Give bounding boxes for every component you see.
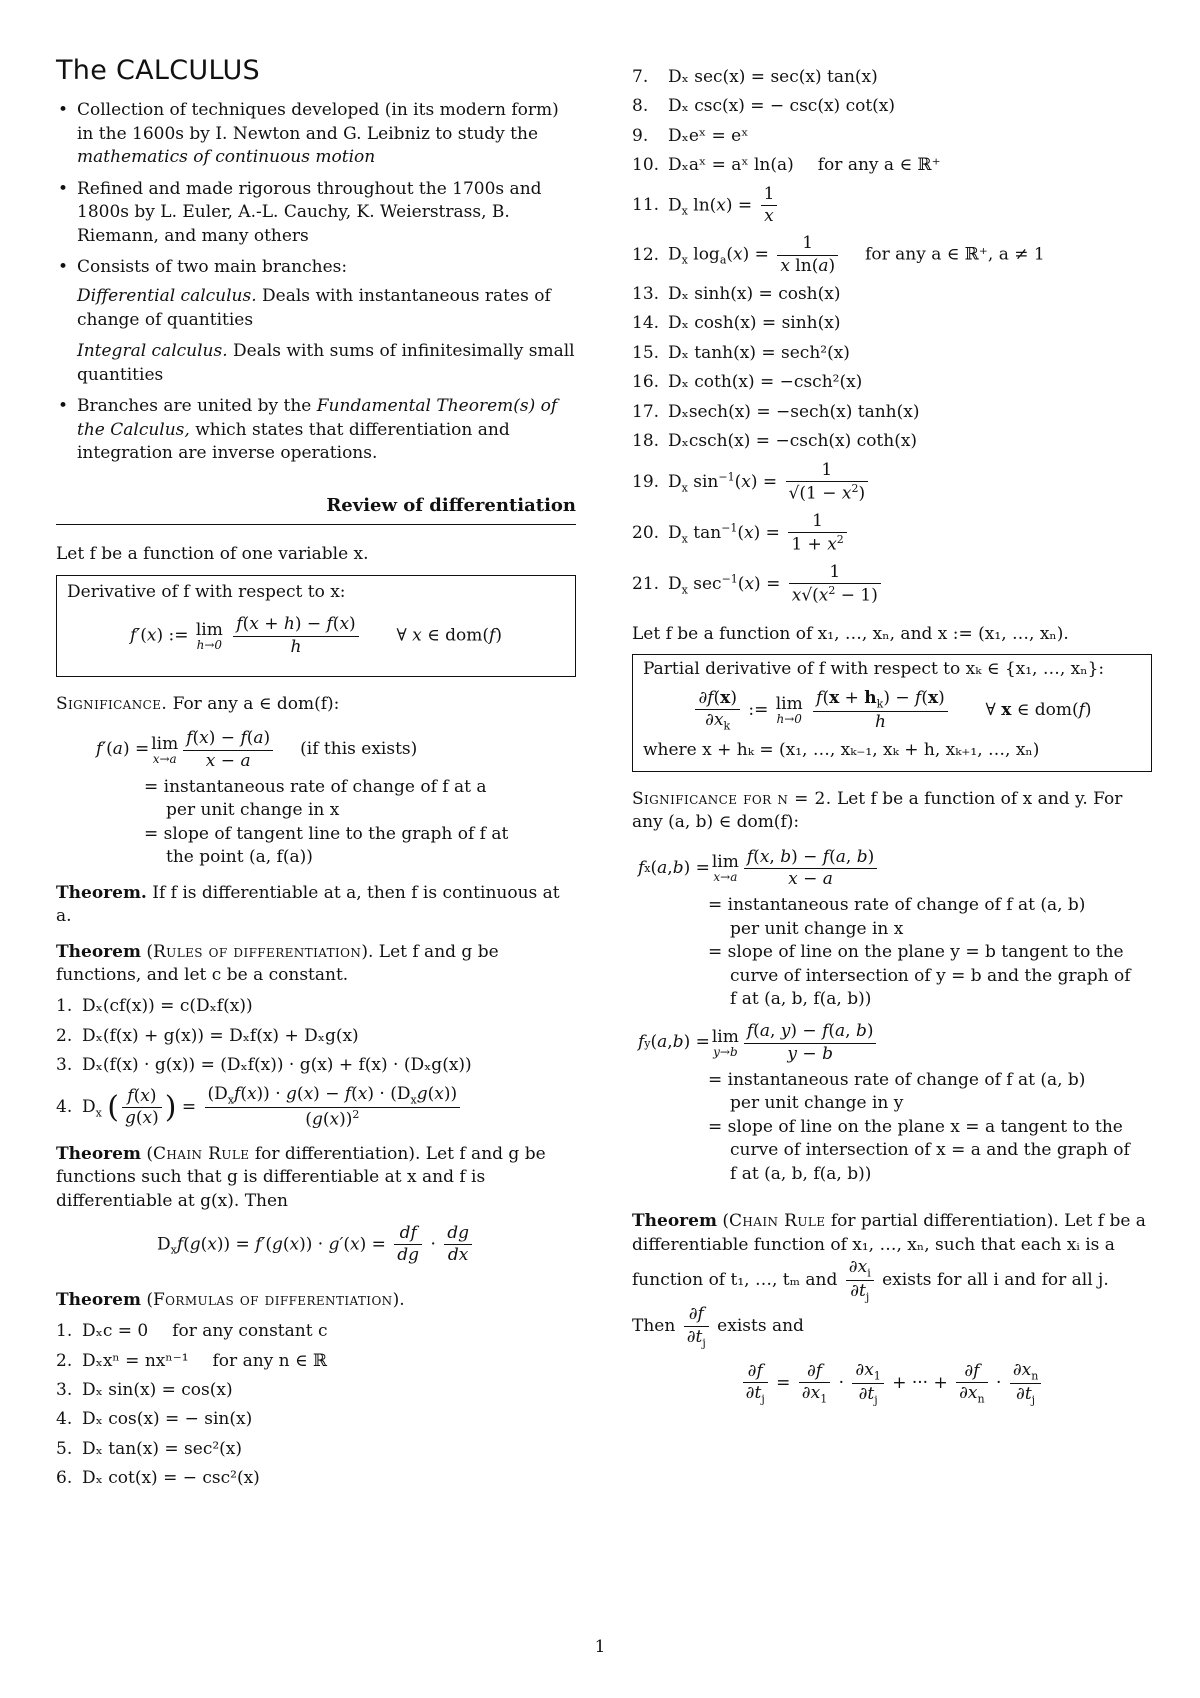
chain-rule-formula: $D_xf(g(x)) = f'(g(x)) \cdot g'(x)$ = $\frac{df}{dg}$ · $\frac{dg}{dx}$: [56, 1223, 576, 1267]
rule-item: 3. Dₓ(f(x) · g(x)) = (Dₓf(x)) · g(x) + f(x) · (Dₓg(x)): [56, 1055, 472, 1076]
partial-formula: $\frac{\partial f(x)}{\partial x_k}$ := lim h→0 $\frac{f(x + h_k) - f(x)}{h}$ ∀ x ∈ dom(f): [643, 688, 1141, 733]
derivative-formula: f′(x) := lim h→0 $\frac{f(x + h) - f(x)}{h}$ ∀ x ∈ dom(f): [130, 614, 502, 657]
right-column: [632, 60, 1152, 1417]
theorem-chain-partial: Theorem (Chain Rule for partial differentiation). Let f be a differentiable function of x₁, …, xₙ, such that each xᵢ is a function of t₁, …, tₘ and $\frac{\partial x_i}{\partial t_j}$ exists for all i and for all j. Then $\frac{\partial f}{\partial t_j}$ exists and: [632, 1211, 1146, 1350]
formula-item: 4. Dₓ cos(x) = − sin(x): [56, 1409, 253, 1430]
intro-bullet-4: • Branches are united by the Fundamental Theorem(s) of the Calculus, which states that differentiation and integration are inverse operations.: [56, 395, 576, 465]
intro-bullet-3: • Consists of two main branches: Differential calculus. Deals with instantaneous rates of change of quantities Integral calculus. Deals with sums of infinitesimally small quantities: [56, 256, 576, 387]
rules-list: [56, 995, 576, 1130]
significance-lines: = instantaneous rate of change of f at a per unit change in x = slope of tangent line to the graph of f at the point (a, f(a)): [144, 776, 509, 868]
partial-where: where x + hₖ = (x₁, …, xₖ₋₁, xₖ + h, xₖ₊₁, …, xₙ): [643, 740, 1040, 761]
fy-formula: f y ( a , b ) = lim y→b $\frac{f(a, y) - f(a, b)}{y - b}$: [638, 1021, 1152, 1065]
partial-definition-box: [632, 654, 1152, 771]
formula-item: 12. $D_x$ $\log_a(x)$ = $\frac{1}{\text{x ln(a)}}$ for any a ∈ ℝ⁺, a ≠ 1: [632, 233, 1045, 276]
formula-item: 18. Dₓcsch(x) = −csch(x) coth(x): [632, 431, 918, 452]
int-calc-para: Integral calculus. Deals with sums of infinitesimally small quantities: [77, 341, 575, 385]
theorem-continuity: Theorem. If f is differentiable at a, then f is continuous at a.: [56, 882, 560, 927]
fx-formula: f x ( a , b ) = lim x→a $\frac{f(x, b) - f(a, b)}{x - a}$: [638, 847, 1152, 891]
formula-item: 14. Dₓ cosh(x) = sinh(x): [632, 313, 841, 334]
formula-item: 20. $D_x$ $\tan^{-1}(x)$ = $\frac{1}{1 + x^2}$: [632, 511, 1152, 556]
theorem-rules: Theorem (Rules of differentiation). Let f and g be functions, and let c be a constant.: [56, 941, 499, 985]
formula-item: 10. Dₓaˣ = aˣ ln(a) for any a ∈ ℝ⁺: [632, 155, 941, 176]
section-heading-review: Review of differentiation: [56, 494, 576, 526]
fx-block: [638, 847, 1152, 1012]
rule-item: 1. Dₓ(cf(x)) = c(Dₓf(x)): [56, 996, 253, 1017]
formula-item: 2. Dₓxⁿ = nxⁿ⁻¹ for any n ∈ ℝ: [56, 1350, 328, 1371]
formula-item: 21. $D_x$ $\sec^{-1}(x)$ = $\frac{1}{x√(x^2 - 1)}$: [632, 562, 1152, 607]
diff-calc-para: Differential calculus. Deals with instantaneous rates of change of quantities: [77, 286, 551, 330]
formulas-list-left: [56, 1320, 576, 1491]
chain-partial-formula: $\frac{\partial f}{\partial t_j}$ = $\frac{\partial f}{\partial x_1}$ · $\frac{\partial x_1}{\partial t_j}$ + ··· + $\frac{\partial f}{\partial x_n}$ · $\frac{\partial x_n}{\partial t_j}$: [632, 1360, 1152, 1407]
significance-formula: f′ ( a ) = lim x→a $\frac{f(x) - f(a)}{x - a}$ (if this exists): [96, 728, 418, 771]
formula-item: 6. Dₓ cot(x) = − csc²(x): [56, 1468, 260, 1489]
theorem-formulas: Theorem (Formulas of differentiation).: [56, 1289, 405, 1310]
theorem-chain: Theorem (Chain Rule for differentiation). Let f and g be functions such that g is differentiable at x and f is differentiable at g(x). Then: [56, 1143, 546, 1211]
intro-bullet-2: • Refined and made rigorous throughout the 1700s and 1800s by L. Euler, A.-L. Cauchy, K. Weierstrass, B. Riemann, and many others: [56, 178, 576, 248]
left-column: [56, 52, 576, 1497]
formula-item: 1. Dₓc = 0 for any constant c: [56, 1321, 328, 1342]
formula-item: 19. $D_x$ $\sin^{-1}(x)$ = $\frac{1}{√(1 - x^2)}$: [632, 460, 1152, 505]
page-number: 1: [594, 1637, 606, 1657]
formula-item: 17. Dₓsech(x) = −sech(x) tanh(x): [632, 401, 920, 422]
fy-lines: = instantaneous rate of change of f at (a, b) per unit change in y = slope of line on the plane x = a tangent to the curve of intersection of x = a and the graph of f at (a, b, f(a, b)): [708, 1069, 1130, 1184]
intro-bullet-1: • Collection of techniques developed (in its modern form) in the 1600s by I. Newton and G. Leibniz to study the mathematics of continuous motion: [56, 99, 576, 169]
let-f-text: Let f be a function of one variable x.: [56, 544, 369, 565]
formula-item: 15. Dₓ tanh(x) = sech²(x): [632, 342, 850, 363]
formula-item: 7. Dₓ sec(x) = sec(x) tan(x): [632, 67, 878, 87]
derivative-definition-box: [56, 575, 576, 677]
fx-lines: = instantaneous rate of change of f at (a, b) per unit change in x = slope of line on the plane y = b tangent to the curve of intersection of y = b and the graph of f at (a, b, f(a, b)): [708, 895, 1131, 1009]
fy-block: [638, 1021, 1152, 1186]
significance-block: [96, 728, 576, 869]
significance-text: Significance. For any a ∈ dom(f):: [56, 693, 340, 714]
formula-item: 16. Dₓ coth(x) = −csch²(x): [632, 372, 863, 393]
significance-n2-text: Significance for n = 2. Let f be a function of x and y. For any (a, b) ∈ dom(f):: [632, 788, 1123, 833]
formula-item: 3. Dₓ sin(x) = cos(x): [56, 1380, 233, 1401]
partial-box-label: Partial derivative of f with respect to xₖ ∈ {x₁, …, xₙ}:: [643, 659, 1105, 680]
formula-item: 11. $D_x$ ln(x) = $\frac{1}{x}$: [632, 184, 1152, 228]
let-f-multi-text: Let f be a function of x₁, …, xₙ, and x := (x₁, …, xₙ).: [632, 624, 1069, 644]
formula-item: 8. Dₓ csc(x) = − csc(x) cot(x): [632, 96, 896, 117]
formula-item: 5. Dₓ tan(x) = sec²(x): [56, 1438, 243, 1459]
intro-list: [56, 99, 576, 465]
rule-item: 2. Dₓ(f(x) + g(x)) = Dₓf(x) + Dₓg(x): [56, 1025, 359, 1046]
formulas-list-right: [632, 66, 1152, 607]
rule-item-quotient: 4. $D_x$ ( $\frac{f(x)}{g(x)}$ ) = $\frac{(D_xf(x)) \cdot g(x) - f(x) \cdot (D_xg(x))}{(g(x))^2}$: [56, 1084, 576, 1131]
derivative-box-label: Derivative of f with respect to x:: [67, 581, 346, 602]
formula-item: 9. Dₓeˣ = eˣ: [632, 125, 749, 146]
formula-item: 13. Dₓ sinh(x) = cosh(x): [632, 283, 841, 304]
page-title: The CALCULUS: [56, 55, 260, 86]
